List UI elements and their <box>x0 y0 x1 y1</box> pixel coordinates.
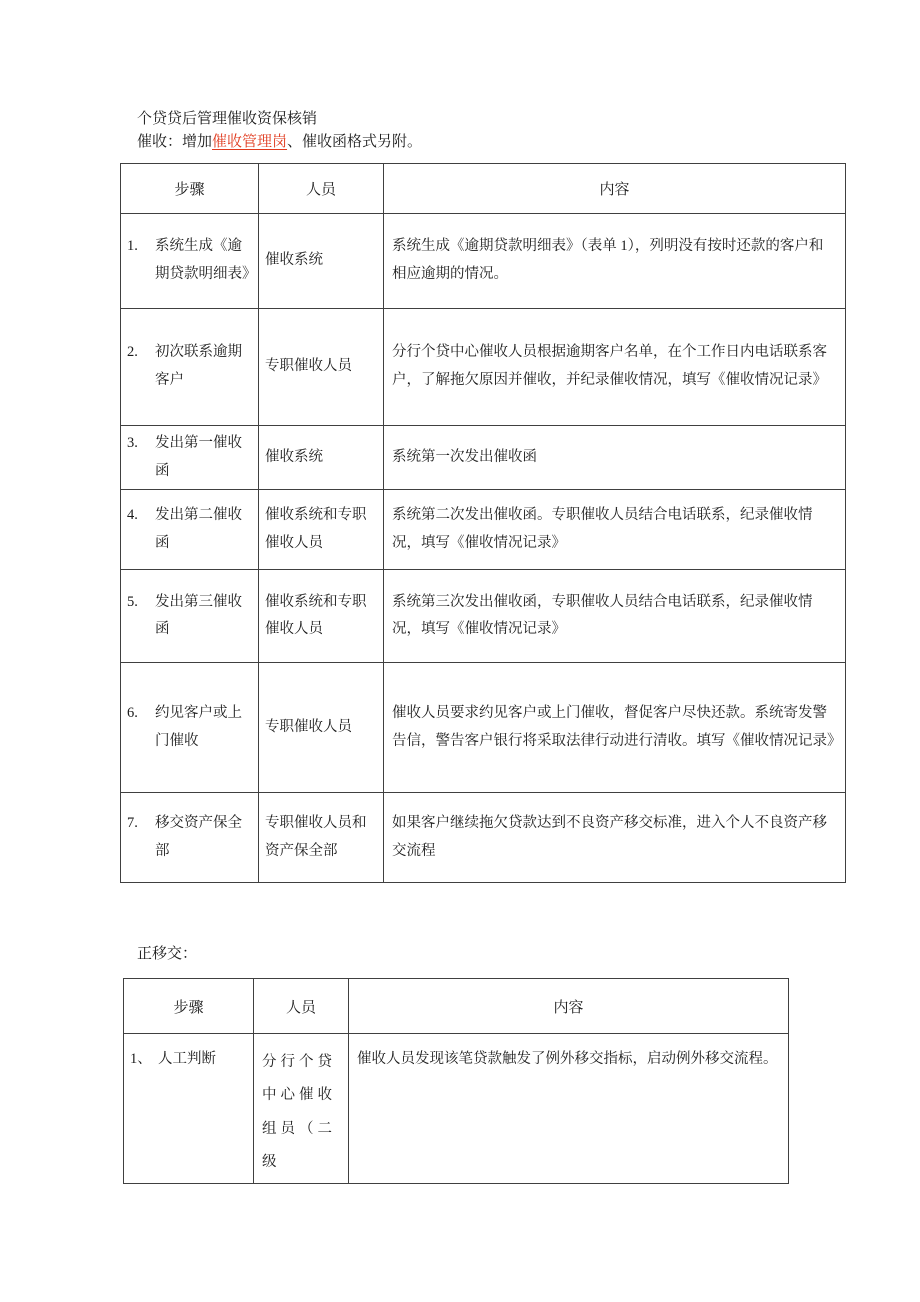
column-header-person: 人员 <box>254 979 349 1034</box>
collection-steps-table <box>120 163 846 883</box>
step-cell <box>124 1034 254 1184</box>
person-cell: 专职催收人员 <box>259 663 384 793</box>
step-number: 1. <box>127 238 138 255</box>
person-cell: 专职催收人员 <box>259 309 384 426</box>
step-cell <box>121 426 259 490</box>
step-cell <box>121 490 259 570</box>
table-row <box>121 663 846 793</box>
table-row <box>121 793 846 883</box>
table-header-row <box>124 979 789 1034</box>
table-row <box>121 309 846 426</box>
step-text: 发出第二催收函 <box>155 507 242 551</box>
table-header-row <box>121 164 846 214</box>
step-text: 移交资产保全部 <box>155 815 242 859</box>
step-number: 4. <box>127 507 138 524</box>
column-header-content: 内容 <box>384 164 846 214</box>
table-row <box>121 570 846 663</box>
step-text: 发出第一催收函 <box>155 435 242 479</box>
page-title: 个贷贷后管理催收资保核销 <box>137 111 318 127</box>
content-cell: 系统第一次发出催收函 <box>384 426 846 490</box>
step-text: 约见客户或上门催收 <box>155 705 242 749</box>
person-cell: 催收系统 <box>259 426 384 490</box>
step-cell <box>121 570 259 663</box>
doc-subtitle <box>137 130 422 151</box>
step-text: 发出第三催收函 <box>155 593 242 638</box>
table-row <box>124 1034 789 1184</box>
subtitle-suffix: 、催收函格式另附。 <box>287 134 423 150</box>
person-cell: 催收系统和专职催收人员 <box>259 570 384 663</box>
column-header-content: 内容 <box>349 979 789 1034</box>
transfer-steps-table <box>123 978 789 1184</box>
step-cell <box>121 663 259 793</box>
step-cell <box>121 214 259 309</box>
content-cell: 系统生成《逾期贷款明细表》（表单 1），列明没有按时还款的客户和相应逾期的情况。 <box>384 214 846 309</box>
content-cell: 系统第二次发出催收函。专职催收人员结合电话联系，纪录催收情况，填写《催收情况记录》 <box>384 490 846 570</box>
step-number: 2. <box>127 344 138 361</box>
column-header-step: 步骤 <box>121 164 259 214</box>
table-row <box>121 426 846 490</box>
person-cell: 分行个贷中心催收组员（二级 <box>254 1034 349 1184</box>
step-cell <box>121 309 259 426</box>
content-cell: 催收人员发现该笔贷款触发了例外移交指标，启动例外移交流程。 <box>349 1034 789 1184</box>
step-cell <box>121 793 259 883</box>
column-header-step: 步骤 <box>124 979 254 1034</box>
section-label-transfer: 正移交： <box>137 946 198 962</box>
content-cell: 催收人员要求约见客户或上门催收，督促客户尽快还款。系统寄发警告信，警告客户银行将采取法律行动进行清收。填写《催收情况记录》 <box>384 663 846 793</box>
person-cell: 催收系统 <box>259 214 384 309</box>
person-cell: 专职催收人员和资产保全部 <box>259 793 384 883</box>
step-number: 1、 <box>130 1051 152 1067</box>
person-cell: 催收系统和专职催收人员 <box>259 490 384 570</box>
table-row <box>121 490 846 570</box>
subtitle-highlight: 催收管理岗 <box>212 134 288 150</box>
subtitle-prefix: 催收：增加 <box>137 134 213 150</box>
step-number: 7. <box>127 815 138 832</box>
step-text: 系统生成《逾期贷款明细表》 <box>155 238 257 282</box>
step-number: 6. <box>127 705 138 722</box>
step-text: 人工判断 <box>158 1051 216 1067</box>
content-cell: 系统第三次发出催收函，专职催收人员结合电话联系，纪录催收情况，填写《催收情况记录》 <box>384 570 846 663</box>
column-header-person: 人员 <box>259 164 384 214</box>
step-number: 3. <box>127 435 138 451</box>
table-row <box>121 214 846 309</box>
step-number: 5. <box>127 593 138 610</box>
content-cell: 如果客户继续拖欠贷款达到不良资产移交标准，进入个人不良资产移交流程 <box>384 793 846 883</box>
content-cell: 分行个贷中心催收人员根据逾期客户名单，在个工作日内电话联系客户，了解拖欠原因并催收，并纪录催收情况，填写《催收情况记录》 <box>384 309 846 426</box>
step-text: 初次联系逾期客户 <box>155 344 242 388</box>
